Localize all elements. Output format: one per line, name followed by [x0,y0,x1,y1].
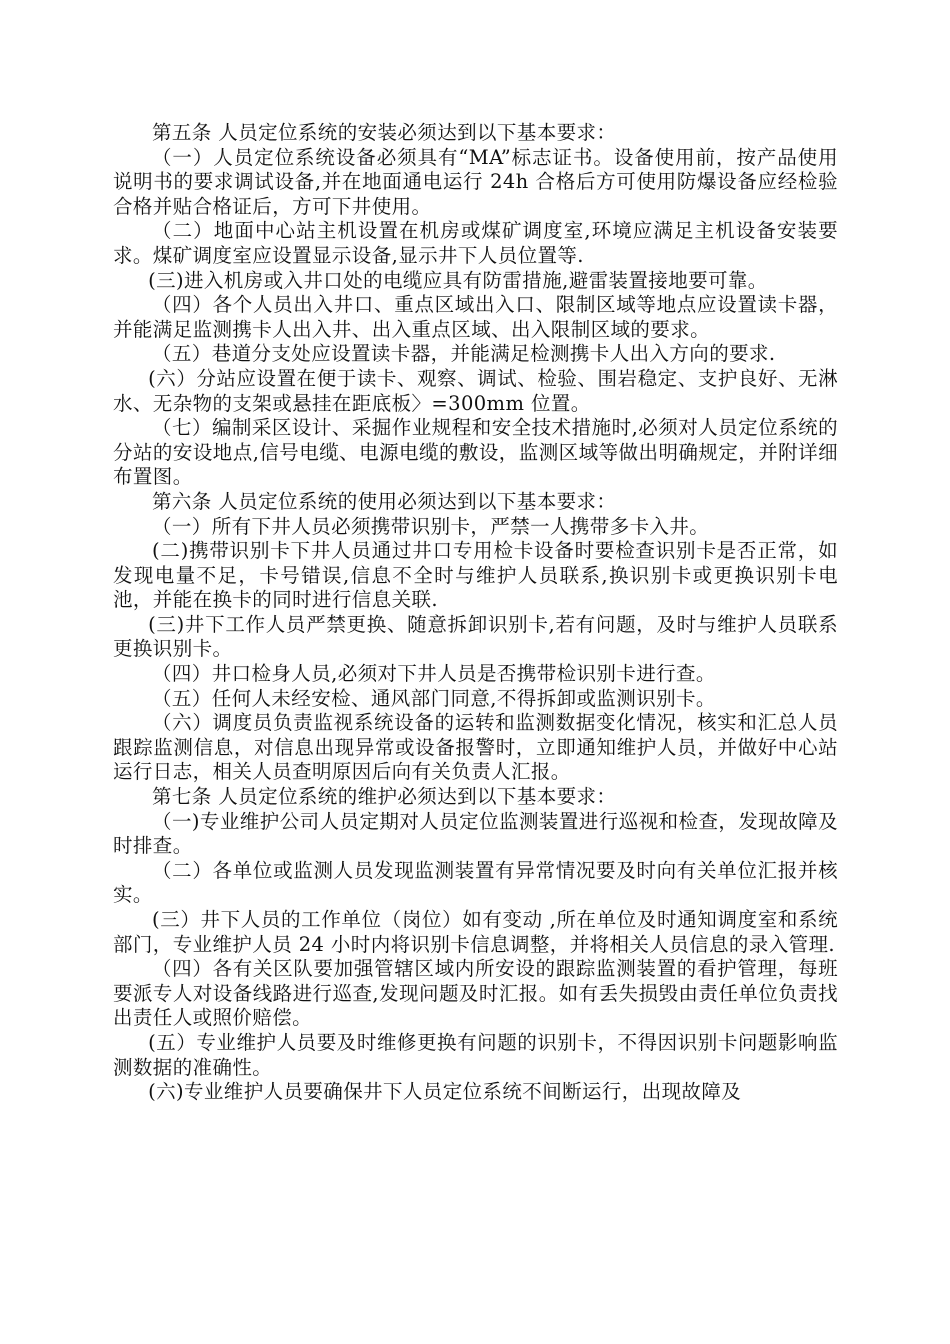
article-7-item-2: （二）各单位或监测人员发现监测装置有异常情况要及时向有关单位汇报并核实。 [113,858,838,907]
article-5-item-4: （四）各个人员出入井口、重点区域出入口、限制区域等地点应设置读卡器，并能满足监测携卡人出入井、出入重点区域、出入限制区域的要求。 [113,293,838,341]
article-5-item-1: （一）人员定位系统设备必须具有“MA”标志证书。设备使用前，按产品使用说明书的要求调试设备,并在地面通电运行 24h 合格后方可使用防爆设备应经检验合格并贴合格证后，方可下井使用。 [113,145,838,218]
article-6-item-1: （一）所有下井人员必须携带识别卡，严禁一人携带多卡入井。 [152,514,710,538]
article-5-item-7: （七）编制采区设计、采掘作业规程和安全技术措施时,必须对人员定位系统的分站的安设地点,信号电缆、电源电缆的敷设，监测区域等做出明确规定，并附详细布置图。 [113,416,838,489]
article-7-item-4: （四）各有关区队要加强管辖区域内所安设的跟踪监测装置的看护管理，每班要派专人对设备线路进行巡查,发现问题及时汇报。如有丢失损毁由责任单位负责找出责任人或照价赔偿。 [113,957,838,1030]
article-5-heading: 第五条 人员定位系统的安装必须达到以下基本要求： [152,121,617,144]
article-7-heading: 第七条 人员定位系统的维护必须达到以下基本要求： [152,785,617,809]
article-7-item-6: (六)专业维护人员要确保井下人员定位系统不间断运行，出现故障及 [148,1080,742,1104]
article-6-item-4: （四）井口检身人员,必须对下井人员是否携带检识别卡进行查。 [152,662,716,686]
article-7-item-5: (五）专业维护人员要及时维修更换有问题的识别卡，不得因识别卡问题影响监测数据的准确性。 [113,1030,838,1079]
article-5-item-3: (三)进入机房或入井口处的电缆应具有防雷措施,避雷装置接地要可靠。 [148,268,768,292]
article-6-heading: 第六条 人员定位系统的使用必须达到以下基本要求： [152,489,617,513]
article-6-item-5: （五）任何人未经安检、通风部门同意,不得拆卸或监测识别卡。 [152,686,716,710]
article-7-item-3: (三）井下人员的工作单位（岗位）如有变动 ,所在单位及时通知调度室和系统部门，专业维护人员 24 小时内将识别卡信息调整，并将相关人员信息的录入管理. [113,908,838,956]
article-5-item-2: （二）地面中心站主机设置在机房或煤矿调度室,环境应满足主机设备安装要求。煤矿调度室应设置显示设备,显示井下人员位置等. [113,219,838,267]
document-page [113,121,838,1105]
article-6-item-6: （六）调度员负责监视系统设备的运转和监测数据变化情况，核实和汇总人员跟踪监测信息，对信息出现异常或设备报警时，立即通知维护人员，并做好中心站运行日志，相关人员查明原因后向有关负责人汇报。 [113,711,838,784]
article-5-item-6: (六）分站应设置在便于读卡、观察、调试、检验、围岩稳定、支护良好、无淋水、无杂物的支架或悬挂在距底板〉=300mm 位置。 [113,366,838,415]
article-5-item-5: （五）巷道分支处应设置读卡器，并能满足检测携卡人出入方向的要求. [152,342,776,366]
article-7-item-1: （一)专业维护公司人员定期对人员定位监测装置进行巡视和检查，发现故障及时排查。 [113,809,838,858]
article-6-item-2: (二)携带识别卡下井人员通过井口专用检卡设备时要检查识别卡是否正常，如发现电量不足，卡号错误,信息不全时与维护人员联系,换识别卡或更换识别卡电池，并能在换卡的同时进行信息关联. [113,539,838,612]
article-6-item-3: (三)井下工作人员严禁更换、随意拆卸识别卡,若有问题，及时与维护人员联系更换识别卡。 [113,612,838,661]
